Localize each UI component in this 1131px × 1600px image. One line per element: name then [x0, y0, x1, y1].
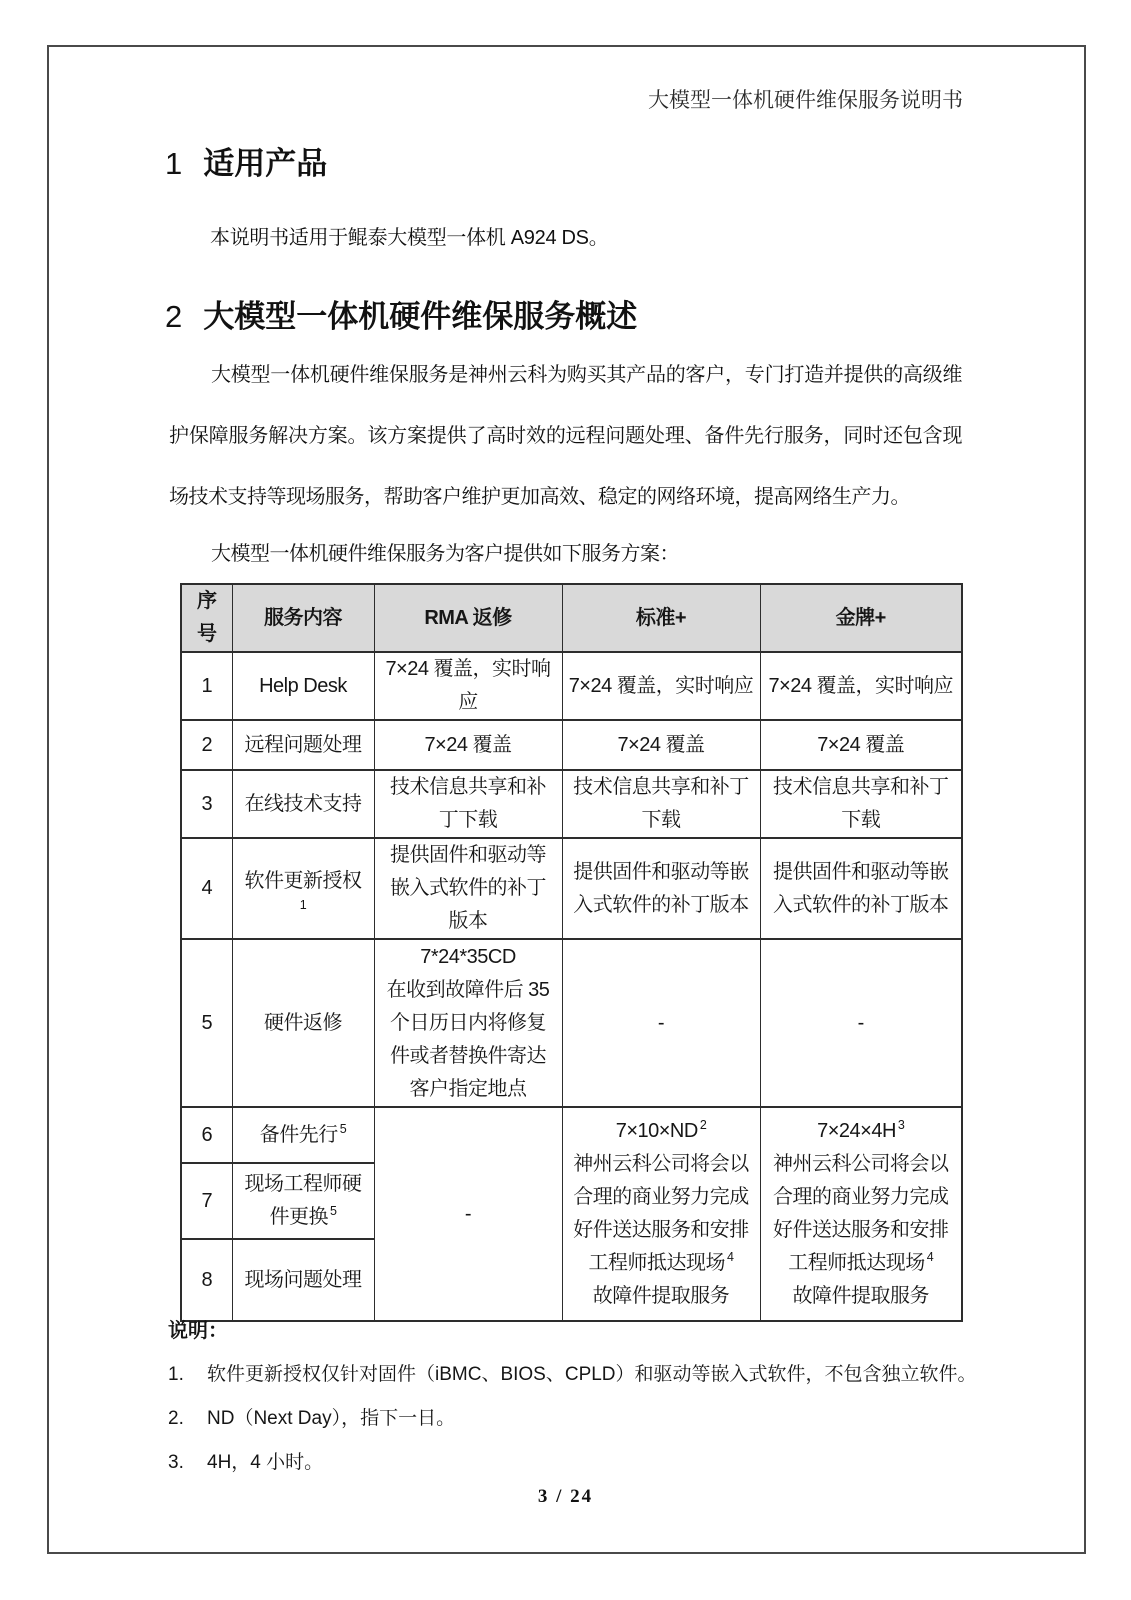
footnote-ref: 2 [699, 1118, 707, 1133]
page-number: 3 / 24 [537, 1486, 594, 1507]
gold-cell: 7×24 覆盖，实时响应 [760, 652, 962, 720]
col-header-rma: RMA 返修 [374, 584, 562, 652]
service-cell [232, 1107, 374, 1163]
gold-cell: - [760, 939, 962, 1107]
footnote-ref: 4 [727, 1250, 734, 1265]
section-1-title: 适用产品 [203, 146, 328, 181]
table-header-row [181, 584, 962, 652]
sla-line: 7×24×4H $^3$ [817, 1118, 905, 1142]
note-number: 2. [168, 1408, 184, 1429]
sla-line: 工程师抵达现场 $^4$ [788, 1250, 934, 1274]
table-row [181, 720, 962, 770]
row-index-cell: 1 [181, 652, 232, 720]
sla-line: 7*24*35CD [420, 945, 516, 968]
gold-cell: 技术信息共享和补丁下载 [760, 770, 962, 838]
note-text: ND（Next Day），指下一日。 [207, 1408, 456, 1429]
col-header-service: 服务内容 [232, 584, 374, 652]
service-cell: 现场问题处理 [232, 1239, 374, 1321]
col-header-gold: 金牌+ [760, 584, 962, 652]
table-row [181, 838, 962, 939]
service-plan-table [180, 583, 963, 1322]
rma-cell: 技术信息共享和补丁下载 [374, 770, 562, 838]
footnote-ref: 3 [897, 1118, 905, 1133]
service-cell [232, 838, 374, 939]
table-row [181, 770, 962, 838]
service-cell: 远程问题处理 [232, 720, 374, 770]
sla-line: 工程师抵达现场 $^4$ [588, 1250, 734, 1274]
col-header-standard: 标准+ [562, 584, 760, 652]
note-item [168, 1450, 978, 1476]
note-number: 1. [168, 1364, 184, 1385]
running-header: 大模型一体机硬件维保服务说明书 [648, 88, 963, 112]
rma-cell: 7×24 覆盖 [374, 720, 562, 770]
notes-heading: 说明： [168, 1320, 228, 1342]
table-row [181, 939, 962, 1107]
gold-cell: 提供固件和驱动等嵌入式软件的补丁版本 [760, 838, 962, 939]
note-number: 3. [168, 1452, 184, 1473]
table-row [181, 1107, 962, 1163]
rma-cell: 7×24 覆盖，实时响应 [374, 652, 562, 720]
standard-merged-cell: 7×10×ND $^2$ 神州云科公司将会以 合理的商业努力完成 好件送达服务和安排 工程师抵达现场 $^4$ 故障件提取服务 [562, 1107, 760, 1321]
section-1-number: 1 [165, 146, 183, 181]
note-item [168, 1362, 978, 1388]
row-index-cell: 7 [181, 1163, 232, 1239]
row-index-cell: 3 [181, 770, 232, 838]
row-index-cell: 8 [181, 1239, 232, 1321]
section-2-paragraph: 大模型一体机硬件维保服务是神州云科为购买其产品的客户，专门打造并提供的高级维护保障服务解决方案。该方案提供了高时效的远程问题处理、备件先行服务，同时还包含现场技术支持等现场服务，帮助客户维护更加高效、稳定的网络环境，提高网络生产力。 [169, 364, 962, 508]
note-text: 4H，4 小时。 [207, 1452, 324, 1473]
gold-merged-cell: 7×24×4H $^3$ 神州云科公司将会以 合理的商业努力完成 好件送达服务和安排 工程师抵达现场 $^4$ 故障件提取服务 [760, 1107, 962, 1321]
rma-cell [374, 939, 562, 1107]
standard-cell: - [562, 939, 760, 1107]
sla-line: 7×10×ND $^2$ [615, 1118, 707, 1142]
service-cell: 在线技术支持 [232, 770, 374, 838]
service-cell: 硬件返修 [232, 939, 374, 1107]
note-text: 软件更新授权仅针对固件（iBMC、BIOS、CPLD）和驱动等嵌入式软件，不包含独立软件。 [207, 1364, 977, 1385]
section-2-number: 2 [165, 299, 183, 334]
row-index-cell: 6 [181, 1107, 232, 1163]
footnote-ref: 5 [339, 1121, 347, 1136]
service-cell: Help Desk [232, 652, 374, 720]
note-item [168, 1406, 978, 1432]
gold-cell: 7×24 覆盖 [760, 720, 962, 770]
section-1-heading [165, 138, 327, 183]
notes-section [168, 1318, 978, 1476]
table-row [181, 652, 962, 720]
rma-cell: 提供固件和驱动等嵌入式软件的补丁版本 [374, 838, 562, 939]
standard-cell: 技术信息共享和补丁下载 [562, 770, 760, 838]
service-label: 备件先行 [259, 1123, 338, 1146]
section-1-paragraph: 本说明书适用于鲲泰大模型一体机 A924 DS。 [210, 227, 609, 249]
footnote-ref: 1 [299, 897, 307, 912]
footnote-ref: 5 [330, 1204, 337, 1219]
standard-cell: 7×24 覆盖 [562, 720, 760, 770]
table-intro: 大模型一体机硬件维保服务为客户提供如下服务方案： [211, 543, 679, 565]
section-2-heading [165, 291, 637, 336]
sla-detail: 在收到故障件后 35 个日历日内将修复件或者替换件寄达客户指定地点 [386, 978, 550, 1100]
rma-merged-cell: - [374, 1107, 562, 1321]
footnote-ref: 4 [926, 1250, 934, 1265]
row-index-cell: 5 [181, 939, 232, 1107]
standard-cell: 提供固件和驱动等嵌入式软件的补丁版本 [562, 838, 760, 939]
service-label: 现场工程师硬件更换 [244, 1173, 362, 1228]
service-label: 软件更新授权 [244, 869, 362, 892]
col-header-index: 序号 [181, 584, 232, 652]
row-index-cell: 2 [181, 720, 232, 770]
row-index-cell: 4 [181, 838, 232, 939]
section-2-title: 大模型一体机硬件维保服务概述 [203, 299, 638, 334]
standard-cell: 7×24 覆盖，实时响应 [562, 652, 760, 720]
service-cell [232, 1163, 374, 1239]
